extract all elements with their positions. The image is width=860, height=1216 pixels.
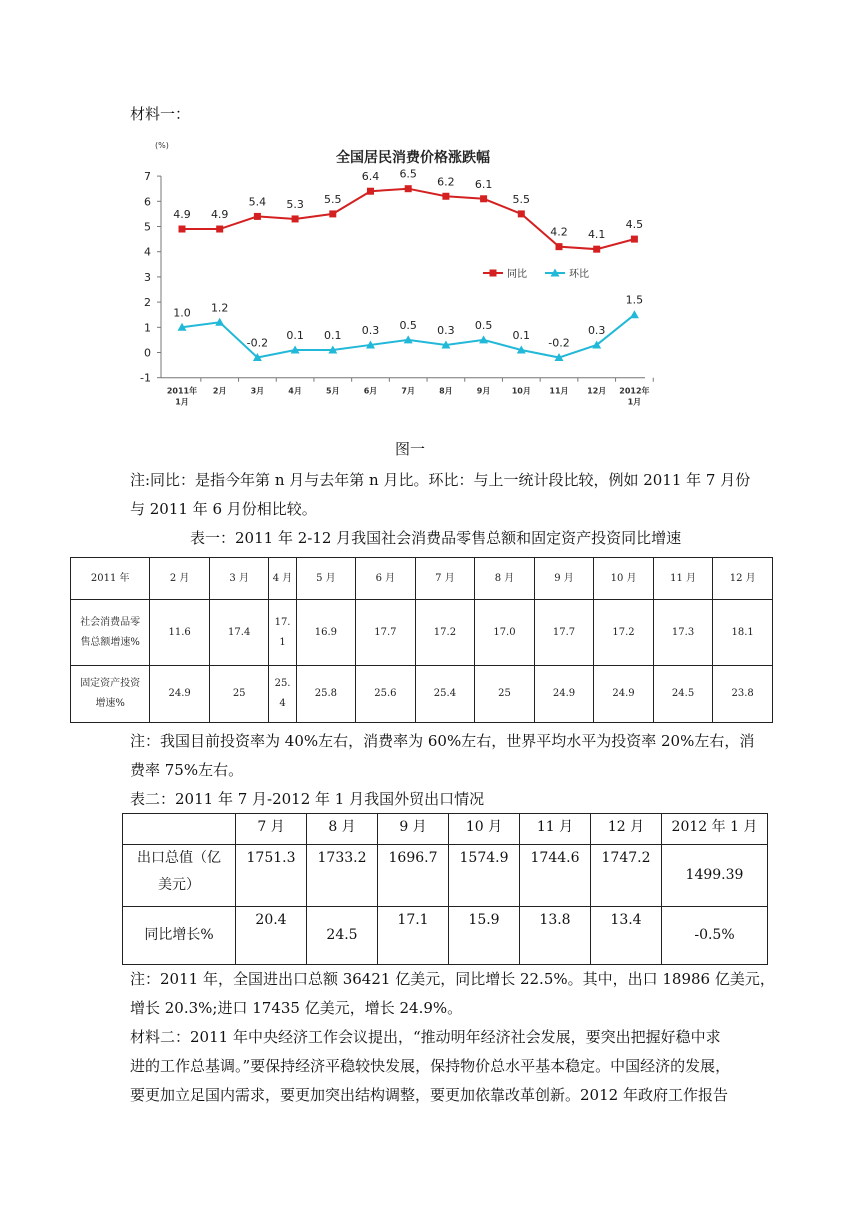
y-tick-label: 3 [144,270,151,284]
table1-cell: 24.9 [594,666,654,723]
y-tick-label: 0 [144,346,151,360]
note2-line1: 注：我国目前投资率为 40%左右，消费率为 60%左右，世界平均水平为投资率 20%左右，消 [130,732,755,750]
data-label: 4.9 [210,208,229,222]
table1-cell: 17.2 [594,600,654,666]
x-tick-label: 4月 [288,386,302,396]
table1-cell: 17.7 [534,600,594,666]
table1-cell: 24.5 [653,666,713,723]
table2-header-cell: 9 月 [378,814,449,845]
table2-header-cell [123,814,236,845]
note3-line2: 增长 20.3%;进口 17435 亿美元，增长 24.9%。 [130,999,463,1017]
data-label: 0.1 [512,328,531,342]
table2-header-cell: 11 月 [520,814,591,845]
x-tick-label: 1月 [627,397,642,407]
table1-cell: 24.9 [150,666,210,723]
data-label: 4.1 [587,228,606,242]
table2-cell: 1733.2 [307,845,378,907]
table2-cell: 1747.2 [591,845,662,907]
table1-cell: 17.7 [356,600,416,666]
table2-cell: -0.5% [662,907,768,965]
table1-cell: 23.8 [713,666,773,723]
cpi-line-chart [135,135,665,415]
table2-cell: 20.4 [236,907,307,965]
data-label: 0.3 [437,323,455,337]
table1-cell: 16.9 [296,600,356,666]
table1-header-cell: 11 月 [653,558,713,600]
data-point-yoy [518,210,525,217]
data-label: 4.9 [173,208,191,222]
table2-row-label: 出口总值（亿 美元） [123,845,236,907]
table1-header-cell: 12 月 [713,558,773,600]
data-label: 5.5 [324,192,342,206]
chart-title: 全国居民消费价格涨跌幅 [336,150,490,166]
legend-marker-yoy [490,270,497,277]
chart-ylabel: (%) [155,141,169,150]
legend-label-mom: 环比 [569,269,589,280]
y-tick-label: 5 [144,220,151,234]
table2-header-cell: 12 月 [591,814,662,845]
data-label: 0.3 [587,323,606,337]
table1-cell: 17.0 [475,600,535,666]
data-point-yoy [556,243,563,250]
data-point-yoy [254,213,261,220]
x-tick-label: 3月 [250,386,265,396]
data-point-yoy [292,215,299,222]
data-label: 5.3 [286,197,304,211]
x-tick-label: 7月 [401,386,415,396]
data-point-yoy [329,210,336,217]
x-tick-label: 5月 [326,386,340,396]
table2-header-cell: 2012 年 1 月 [662,814,768,845]
table1-cell: 25.6 [356,666,416,723]
y-tick-label: 1 [144,321,151,335]
table2-row-export [123,845,768,907]
table2-cell: 13.4 [591,907,662,965]
material2-line1: 材料二：2011 年中央经济工作会议提出，“推动明年经济社会发展，要突出把握好稳中求 [130,1028,721,1046]
data-point-yoy [442,193,449,200]
data-label: 5.4 [248,195,267,209]
table1-row-investment [71,666,773,723]
x-tick-label: 10月 [511,386,531,396]
y-tick-label: 2 [144,296,151,310]
x-tick-label: 11月 [549,386,569,396]
table1-row-label: 社会消费品零 售总额增速% [71,600,150,666]
x-tick-label: 12月 [587,386,607,396]
table1-cell: 25. 4 [269,666,296,723]
table1 [70,557,773,723]
y-tick-label: 6 [144,195,151,209]
data-label: 4.5 [625,218,644,232]
data-label: -0.2 [548,336,570,350]
table1-header-cell: 4 月 [269,558,296,600]
table2-header-row [123,814,768,845]
x-tick-label: 2月 [212,386,227,396]
data-point-yoy [593,246,600,253]
material1-label: 材料一： [130,105,191,123]
data-point-yoy [367,188,374,195]
data-point-yoy [631,236,638,243]
table1-header-cell: 7 月 [415,558,475,600]
data-label: 0.1 [286,328,304,342]
data-label: 5.5 [512,192,531,206]
table2-header-cell: 10 月 [449,814,520,845]
table1-cell: 18.1 [713,600,773,666]
note1-line1: 注:同比：是指今年第 n 月与去年第 n 月比。环比：与上一统计段比较，例如 2011 年 7 月份 [130,471,751,489]
table2-cell: 1574.9 [449,845,520,907]
table1-header-cell: 3 月 [209,558,269,600]
data-label: 1.5 [625,293,644,307]
table1-cell: 17. 1 [269,600,296,666]
table2-title: 表二：2011 年 7 月-2012 年 1 月我国外贸出口情况 [130,790,485,808]
material2-line2: 进的工作总基调。”要保持经济平稳较快发展，保持物价总水平基本稳定。中国经济的发展， [130,1057,731,1075]
x-tick-label: 9月 [476,386,491,396]
table1-header-cell: 10 月 [594,558,654,600]
data-point-yoy [405,185,412,192]
data-label: 6.5 [399,167,417,181]
data-label: 6.2 [437,175,455,189]
table2 [122,813,768,965]
data-label: 6.4 [361,170,380,184]
table1-header-cell: 8 月 [475,558,535,600]
table1-cell: 24.9 [534,666,594,723]
table2-row-growth [123,907,768,965]
data-label: 6.1 [474,177,493,191]
table2-cell: 15.9 [449,907,520,965]
table2-cell: 1744.6 [520,845,591,907]
x-tick-label: 2012年 [619,386,650,396]
table2-header-cell: 8 月 [307,814,378,845]
data-point-mom [630,310,639,318]
data-label: 0.1 [324,328,342,342]
data-label: 1.0 [173,306,191,320]
table1-header-cell: 6 月 [356,558,416,600]
table1-header-cell: 2 月 [150,558,210,600]
data-label: 1.2 [210,301,229,315]
table1-cell: 25 [209,666,269,723]
table1-cell: 25.4 [415,666,475,723]
table2-cell: 1751.3 [236,845,307,907]
table2-cell: 24.5 [307,907,378,965]
note2-line2: 费率 75%左右。 [130,761,244,779]
data-label: 0.5 [474,318,493,332]
table1-cell: 17.2 [415,600,475,666]
table1-header-cell: 9 月 [534,558,594,600]
table1-cell: 25.8 [296,666,356,723]
data-point-yoy [480,195,487,202]
x-tick-label: 8月 [439,386,453,396]
table1-cell: 17.4 [209,600,269,666]
table1-row-label: 固定资产投资 增速% [71,666,150,723]
data-point-yoy [216,226,223,233]
table2-header-cell: 7 月 [236,814,307,845]
table1-cell: 11.6 [150,600,210,666]
y-tick-label: -1 [140,371,151,385]
x-tick-label: 6月 [363,386,378,396]
table1-cell: 17.3 [653,600,713,666]
data-label: -0.2 [246,336,269,350]
table1-title: 表一：2011 年 2-12 月我国社会消费品零售总额和固定资产投资同比增速 [190,529,682,547]
table1-cell: 25 [475,666,535,723]
table1-row-retail [71,600,773,666]
table1-header-cell: 2011 年 [71,558,150,600]
table2-cell: 1696.7 [378,845,449,907]
table2-row-label: 同比增长% [123,907,236,965]
cpi-chart [135,135,665,415]
note3-line1: 注：2011 年，全国进出口总额 36421 亿美元，同比增长 22.5%。其中，出口 18986 亿美元， [130,970,775,988]
data-point-yoy [179,226,186,233]
table1-header-cell: 5 月 [296,558,356,600]
table1-header-row [71,558,773,600]
table2-cell: 1499.39 [662,845,768,907]
note1-line2: 与 2011 年 6 月份相比较。 [130,500,317,518]
y-tick-label: 4 [144,245,151,259]
table2-cell: 17.1 [378,907,449,965]
material2-line3: 要更加立足国内需求，要更加突出结构调整，要更加依靠改革创新。2012 年政府工作报告 [130,1086,728,1104]
data-label: 0.3 [361,323,380,337]
data-label: 4.2 [550,225,568,239]
figure-caption: 图一 [395,440,426,458]
table2-cell: 13.8 [520,907,591,965]
x-tick-label: 2011年 [166,386,198,396]
x-tick-label: 1月 [175,397,189,407]
legend-label-yoy: 同比 [507,269,527,280]
y-tick-label: 7 [144,170,151,184]
data-label: 0.5 [399,318,417,332]
